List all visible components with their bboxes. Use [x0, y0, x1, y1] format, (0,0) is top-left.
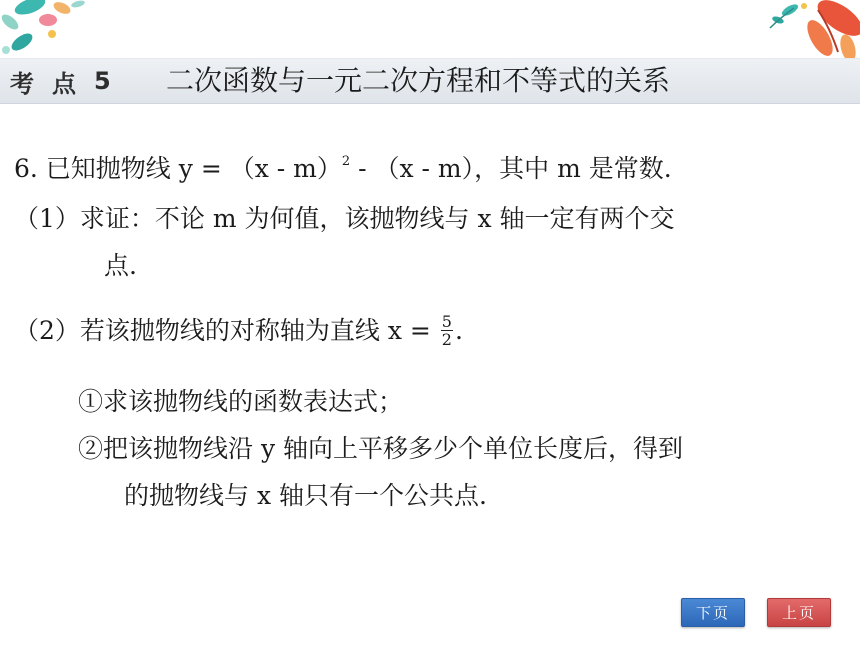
fraction: [441, 313, 453, 348]
floral-decoration-right: [720, 0, 860, 65]
problem-stem: [14, 152, 672, 191]
exponent: 2: [341, 154, 351, 169]
problem-stem-prefix: 6. 已知抛物线 y = （x - m）: [14, 154, 342, 183]
part2-question: [14, 314, 463, 350]
previous-page-button[interactable]: 上页: [767, 598, 831, 627]
topic-tag-char: 考: [10, 69, 34, 98]
part2-suffix: .: [454, 316, 463, 345]
topic-tag: [10, 64, 148, 98]
topic-number: 5: [94, 67, 111, 95]
part2-prefix: （2）若该抛物线的对称轴为直线 x =: [14, 316, 439, 345]
topic-tag-char: 点: [52, 69, 76, 98]
part1-line2: 点.: [104, 251, 137, 280]
topic-title: 二次函数与一元二次方程和不等式的关系: [166, 64, 671, 97]
next-page-button[interactable]: 下页: [681, 598, 745, 627]
subquestion-2-line1: ②把该抛物线沿 y 轴向上平移多少个单位长度后，得到: [78, 434, 684, 463]
problem-stem-suffix: - （x - m），其中 m 是常数.: [350, 154, 672, 183]
fraction-numerator: 5: [441, 312, 452, 331]
fraction-denominator: 2: [441, 330, 452, 349]
part1-line1: （1）求证：不论 m 为何值，该抛物线与 x 轴一定有两个交: [14, 204, 675, 233]
floral-decoration-left: [0, 0, 100, 60]
subquestion-1: ①求该抛物线的函数表达式；: [78, 387, 404, 416]
subquestion-2-line2: 的抛物线与 x 轴只有一个公共点.: [124, 481, 487, 510]
